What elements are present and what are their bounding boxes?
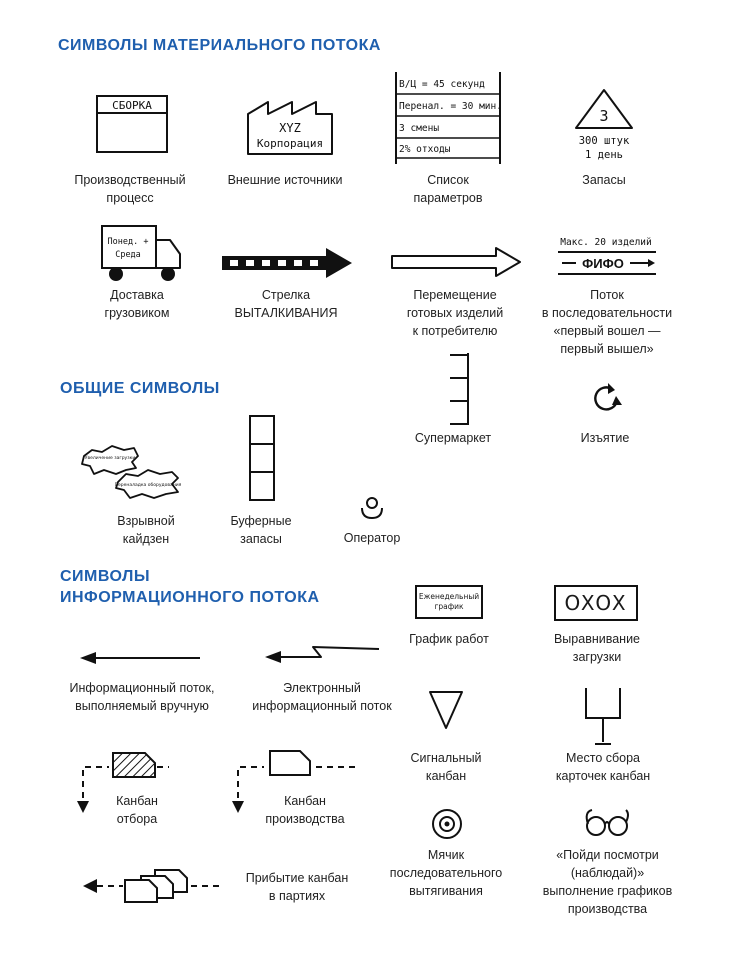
param-row-3: 3 смены — [399, 123, 440, 134]
supermarket-icon — [448, 351, 472, 427]
electronic-info-arrow-icon — [265, 641, 381, 667]
caption-operator: Оператор — [343, 531, 401, 545]
inventory-period: 1 день — [585, 149, 623, 161]
caption-withdrawal: Изъятие — [580, 431, 630, 445]
section-title-general: ОБЩИЕ СИМВОЛЫ — [60, 380, 220, 397]
signal-kanban-icon — [428, 690, 464, 730]
external-label-2: Корпорация — [256, 137, 324, 150]
caption-signal: Сигнальный канбан — [410, 751, 482, 783]
kanban-batches-icon — [83, 866, 219, 906]
truck-icon — [100, 224, 184, 284]
param-row-4: 2% отходы — [399, 144, 451, 155]
kaizen-burst-1: Увеличение загрузки — [84, 456, 136, 461]
caption-post: Место сбора карточек канбан — [555, 751, 651, 783]
caption-truck: Доставка грузовиком — [104, 288, 170, 320]
section-title-info-2: ИНФОРМАЦИОННОГО ПОТОКА — [60, 589, 320, 606]
caption-supermarket: Супермаркет — [414, 431, 492, 445]
schedule-box-label: Еженедельный график — [418, 592, 480, 611]
go-see-glasses-icon — [582, 808, 634, 838]
caption-sequenced: Мячик последовательного вытягивания — [389, 848, 503, 898]
buffer-stock-icon — [249, 415, 275, 501]
caption-manual: Информационный поток, выполняемый вручную — [69, 681, 215, 713]
fifo-max: Макс. 20 изделий — [560, 237, 652, 248]
section-title-info-1: СИМВОЛЫ — [60, 568, 150, 585]
caption-process: Производственный процесс — [74, 173, 186, 205]
inventory-qty: 300 штук — [578, 135, 630, 147]
sequenced-pull-ball-icon — [431, 808, 463, 840]
caption-electronic: Электронный информационный поток — [252, 681, 392, 713]
manual-info-arrow-icon — [80, 649, 202, 667]
caption-inventory: Запасы — [582, 173, 626, 187]
truck-line-1: Понед. + — [107, 237, 149, 247]
inventory-triangle-icon — [572, 88, 636, 164]
caption-params: Список параметров — [413, 173, 483, 205]
caption-fifo: Поток в последовательности «первый вошел — первый вышел» — [541, 288, 673, 356]
data-box-icon — [394, 72, 502, 164]
fifo-lane-icon — [556, 234, 658, 278]
caption-kaizen: Взрывной кайдзен — [117, 514, 175, 546]
caption-shipment: Перемещение готовых изделий к потребителю — [406, 288, 504, 338]
process-box-label: СБОРКА — [112, 99, 152, 112]
push-arrow-icon — [222, 246, 354, 280]
caption-withdrawal-kanban: Канбан отбора — [116, 794, 158, 826]
param-row-1: В/Ц = 45 секунд — [399, 79, 485, 90]
section-title-material: СИМВОЛЫ МАТЕРИАЛЬНОГО ПОТОКА — [58, 37, 381, 54]
schedule-box-icon — [415, 585, 483, 619]
manufacturing-process-icon — [96, 95, 168, 153]
caption-batches: Прибытие канбан в партиях — [245, 871, 349, 903]
caption-push: Стрелка ВЫТАЛКИВАНИЯ — [234, 288, 338, 320]
caption-external: Внешние источники — [227, 173, 343, 187]
external-label-1: XYZ — [279, 121, 301, 135]
leveling-label: OXOX — [564, 591, 628, 615]
load-leveling-icon — [554, 585, 638, 621]
shipment-arrow-icon — [390, 245, 522, 279]
inventory-number: 3 — [599, 107, 609, 125]
operator-icon — [359, 496, 385, 520]
fifo-label: ФИФО — [582, 256, 624, 271]
kaizen-burst-icon — [82, 442, 188, 502]
factory-icon — [246, 100, 334, 156]
param-row-2: Перенал. = 30 мин. — [399, 101, 502, 112]
kaizen-burst-2: Переналадка оборудования — [114, 483, 182, 488]
caption-leveling: Выравнивание загрузки — [553, 632, 641, 664]
truck-line-2: Среда — [115, 250, 141, 260]
caption-buffer: Буферные запасы — [230, 514, 292, 546]
caption-schedule: График работ — [409, 632, 489, 646]
caption-go-see: «Пойди посмотри (наблюдай)» выполнение графиков производства — [542, 848, 673, 916]
withdrawal-arrow-icon — [588, 381, 624, 417]
caption-production-kanban: Канбан производства — [265, 794, 345, 826]
kanban-post-icon — [582, 686, 624, 748]
